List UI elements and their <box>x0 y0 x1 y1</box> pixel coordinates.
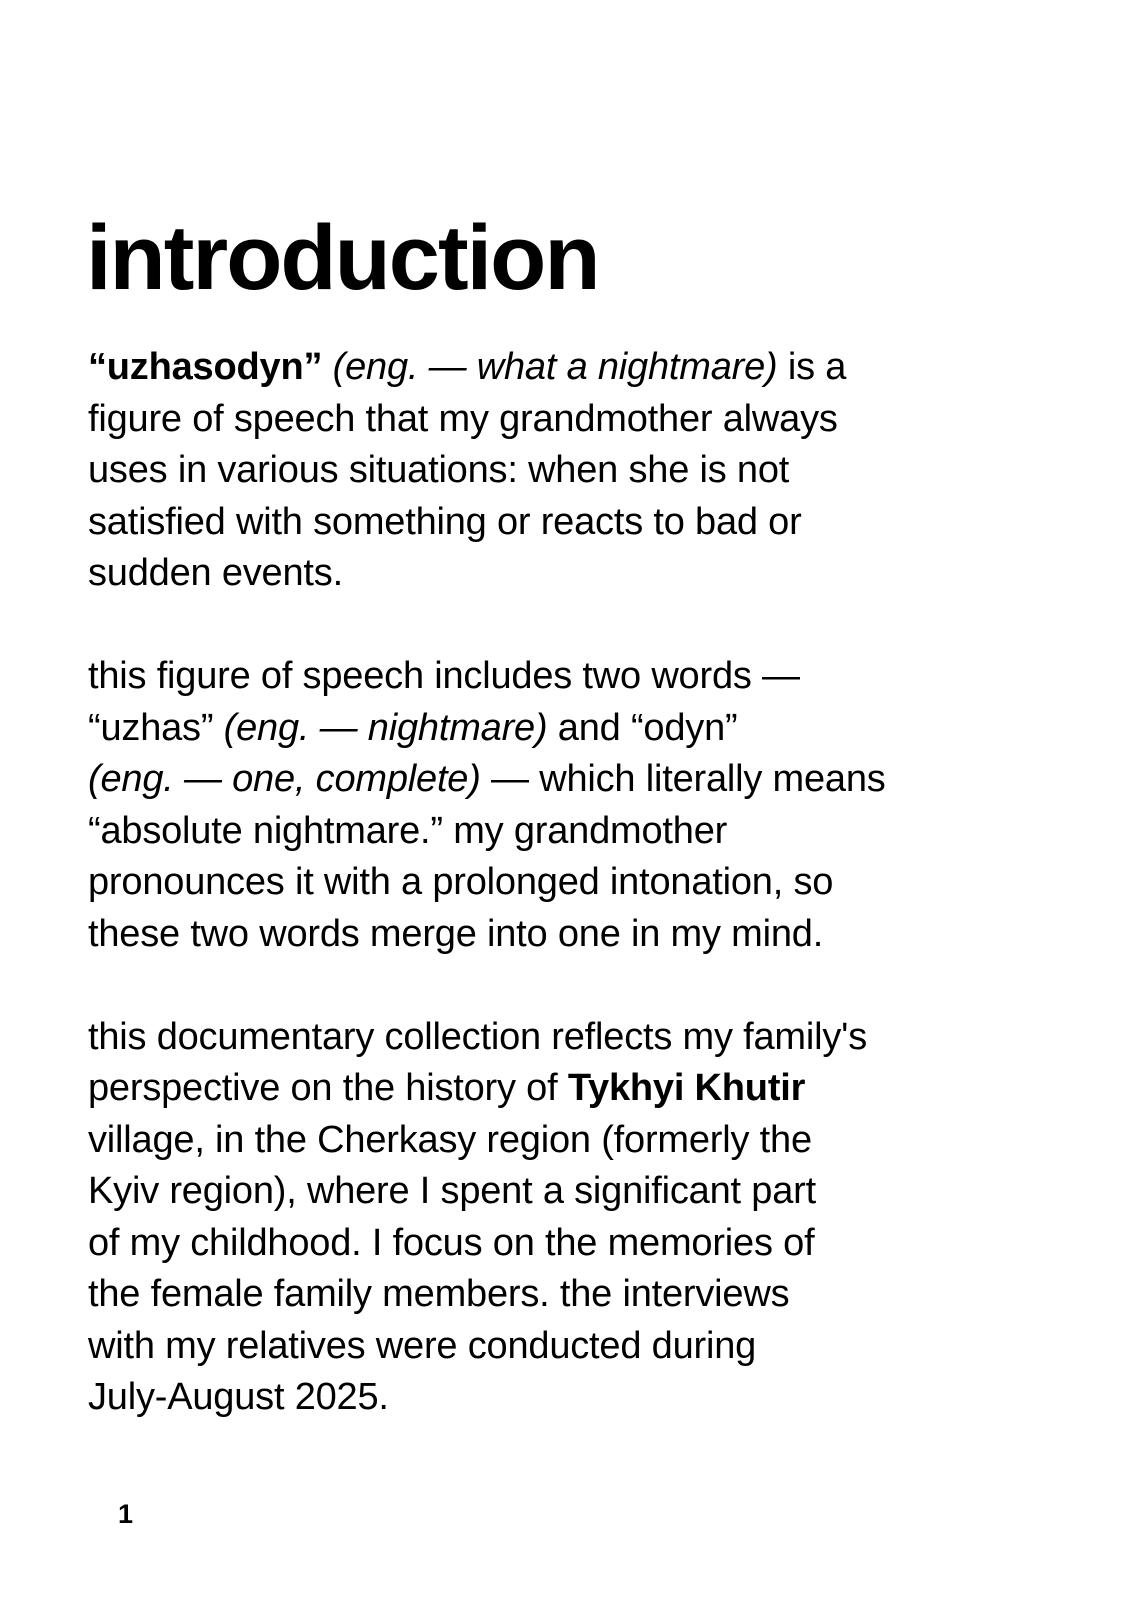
text-line: uses in various situations: when she is not <box>88 449 790 491</box>
text-line: with my relatives were conducted during <box>88 1324 757 1367</box>
text-line: the female family members. the interviews <box>88 1273 790 1315</box>
text-line: “absolute nightmare.” my grandmother <box>88 809 728 852</box>
text-run: “uzhas” <box>88 706 224 749</box>
text-run: and “odyn” <box>547 706 738 749</box>
text-line: this figure of speech includes two words — <box>88 655 800 697</box>
text-line: satisfied with something or reacts to bad or <box>88 500 802 543</box>
text-line <box>88 703 1098 755</box>
text-run: is a <box>777 346 847 388</box>
text-line: pronounces it with a prolonged intonation, so <box>88 861 834 903</box>
text-line: Kyiv region), where I spent a significant part <box>88 1170 816 1212</box>
term-uzhasodyn: “uzhasodyn” <box>88 346 323 388</box>
translation-note: (eng. — what a nightmare) <box>332 346 778 388</box>
text-run: — which literally means <box>480 758 886 800</box>
text-line: village, in the Cherkasy region (formerly the <box>88 1118 812 1161</box>
paragraph-3 <box>88 1012 1098 1424</box>
page-number: 1 <box>118 1499 134 1529</box>
text-line <box>88 342 1098 394</box>
text-run <box>322 346 332 388</box>
translation-note: (eng. — one, complete) <box>88 758 481 800</box>
text-line: this documentary collection reflects my family's <box>88 1015 868 1058</box>
text-line: sudden events. <box>88 552 343 594</box>
translation-note: (eng. — nightmare) <box>223 706 548 749</box>
text-line <box>88 754 1098 806</box>
text-line <box>88 1063 1098 1115</box>
text-line: of my childhood. I focus on the memories of <box>88 1221 815 1264</box>
village-name: Tykhyi Khutir <box>567 1067 806 1109</box>
paragraph-1 <box>88 342 1098 600</box>
text-run: perspective on the history of <box>88 1067 568 1109</box>
text-line: July-August 2025. <box>88 1376 389 1418</box>
paragraph-2 <box>88 651 1098 960</box>
page-title: introduction <box>86 207 599 309</box>
body-text <box>88 342 1098 1475</box>
text-line: these two words merge into one in my mind. <box>88 912 824 955</box>
text-line: figure of speech that my grandmother always <box>88 397 838 440</box>
